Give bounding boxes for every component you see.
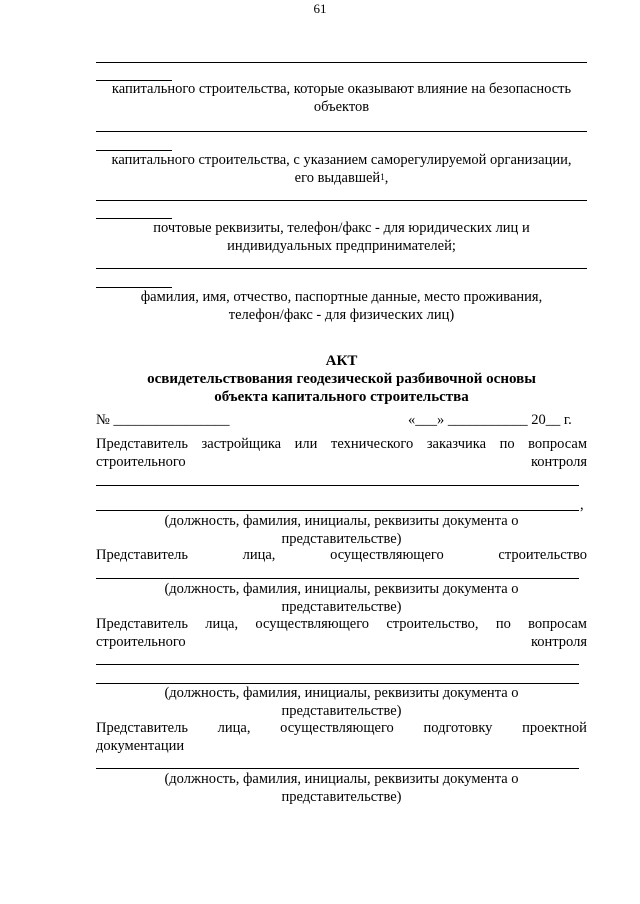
footnote-mark: 1 (380, 172, 385, 182)
caption-representation: представительстве) (281, 599, 402, 615)
word: вопросам (528, 436, 587, 452)
builder-control-rep-line1 (96, 615, 587, 633)
caption-position: (должность, фамилия, инициалы, реквизиты документа о (164, 685, 519, 701)
word: осуществляющего (330, 547, 444, 563)
fill-line (96, 664, 579, 665)
act-date: «___» ___________ 20__ г. (408, 412, 572, 428)
word: лица, (242, 547, 276, 563)
word: строительство, (386, 616, 479, 632)
builder-rep-line1 (96, 546, 587, 564)
word: подготовку (423, 720, 493, 736)
caption-representation: представительстве) (281, 789, 402, 805)
word: по (499, 436, 515, 452)
act-number: № ________________ (96, 412, 230, 428)
caption-individual-data: фамилия, имя, отчество, паспортные данные, место проживания, (140, 289, 543, 305)
word: по (495, 616, 511, 632)
word: Представитель (96, 720, 188, 736)
word: строительство (498, 547, 587, 563)
word: заказчика (426, 436, 487, 452)
caption-capital-sro: капитального строительства, с указанием саморегулируемой организации, (111, 152, 572, 168)
caption-position: (должность, фамилия, инициалы, реквизиты документа о (164, 771, 519, 787)
fill-line (96, 131, 587, 132)
caption-capital-influence: капитального строительства, которые оказывают влияние на безопасность (111, 81, 572, 97)
line-comma: , (580, 497, 584, 513)
word: застройщика (201, 436, 282, 452)
word: технического (330, 436, 414, 452)
caption-individual-phone: телефон/факс - для физических лиц) (228, 307, 455, 323)
word: Представитель (96, 547, 188, 563)
caption-representation: представительстве) (281, 703, 402, 719)
word: строительного (96, 634, 186, 650)
designer-rep-line2: документации (96, 738, 185, 754)
word: осуществляющего (255, 616, 370, 632)
designer-rep-line1 (96, 719, 587, 737)
caption-objects: объектов (313, 99, 370, 115)
word: вопросам (528, 616, 587, 632)
word: или (294, 436, 318, 452)
fill-line (96, 268, 587, 269)
fill-line (96, 62, 587, 63)
caption-position: (должность, фамилия, инициалы, реквизиты документа о (164, 581, 519, 597)
word: проектной (522, 720, 587, 736)
builder-control-rep-line2 (96, 633, 587, 651)
act-subtitle-1: освидетельствования геодезической разбивочной основы (147, 371, 536, 387)
fill-line (96, 485, 579, 486)
caption-representation: представительстве) (281, 531, 402, 547)
caption-postal-legal: почтовые реквизиты, телефон/факс - для юридических лиц и (153, 220, 530, 236)
caption-issued-by: его выдавшей$^1$, (294, 170, 389, 186)
word: Представитель (96, 436, 188, 452)
developer-rep-line2 (96, 453, 587, 471)
word: осуществляющего (280, 720, 394, 736)
developer-rep-line1 (96, 435, 587, 453)
act-subtitle-2: объекта капитального строительства (214, 389, 469, 405)
word: лица, (205, 616, 239, 632)
caption-entrepreneurs: индивидуальных предпринимателей; (227, 238, 456, 254)
fill-line (96, 578, 579, 579)
fill-line (96, 510, 579, 511)
word: Представитель (96, 616, 188, 632)
fill-line (96, 200, 587, 201)
word: контроля (530, 454, 587, 470)
word: контроля (530, 634, 587, 650)
act-title: АКТ (325, 353, 358, 369)
fill-line (96, 768, 579, 769)
page-number: 61 (313, 1, 327, 16)
caption-position: (должность, фамилия, инициалы, реквизиты документа о (164, 513, 519, 529)
word: строительного (96, 454, 186, 470)
word: лица, (217, 720, 251, 736)
